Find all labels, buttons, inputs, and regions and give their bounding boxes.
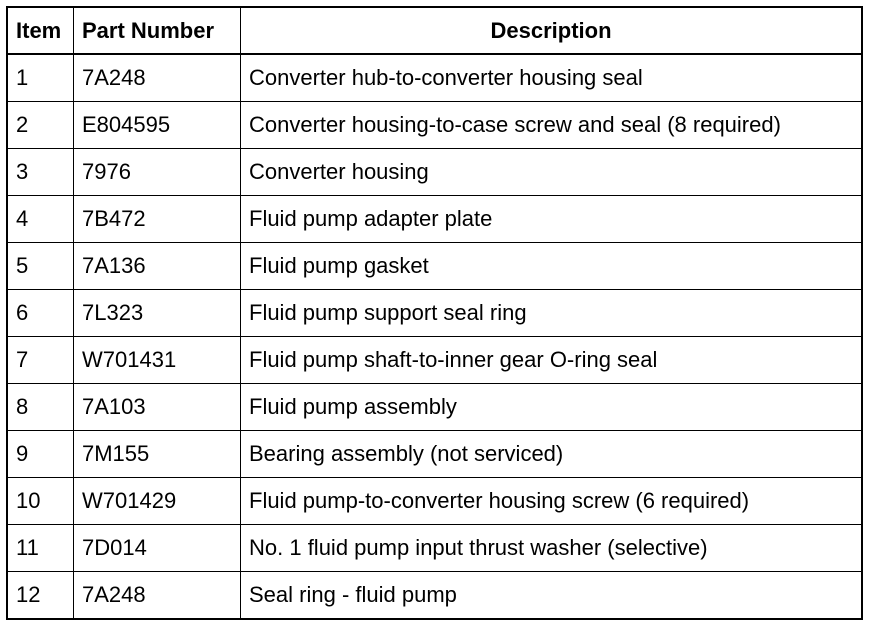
header-description: Description — [241, 7, 863, 54]
description-cell: Converter housing — [241, 149, 863, 196]
part-number-cell: 7A103 — [74, 384, 241, 431]
description-cell: Seal ring - fluid pump — [241, 572, 863, 620]
description-cell: Fluid pump assembly — [241, 384, 863, 431]
table-row — [7, 149, 862, 196]
table-row — [7, 572, 862, 620]
part-number-cell: 7A248 — [74, 572, 241, 620]
item-cell: 7 — [7, 337, 74, 384]
item-cell: 1 — [7, 54, 74, 102]
item-cell: 12 — [7, 572, 74, 620]
part-number-cell: 7A136 — [74, 243, 241, 290]
part-number-cell: 7A248 — [74, 54, 241, 102]
header-part-number: Part Number — [74, 7, 241, 54]
part-number-cell: 7L323 — [74, 290, 241, 337]
table-body — [7, 54, 862, 619]
description-cell: Fluid pump adapter plate — [241, 196, 863, 243]
description-cell: Converter hub-to-converter housing seal — [241, 54, 863, 102]
table-row — [7, 478, 862, 525]
table-header — [7, 7, 862, 54]
description-cell: Fluid pump shaft-to-inner gear O-ring seal — [241, 337, 863, 384]
part-number-cell: W701429 — [74, 478, 241, 525]
description-cell: Fluid pump gasket — [241, 243, 863, 290]
header-item: Item — [7, 7, 74, 54]
item-cell: 11 — [7, 525, 74, 572]
item-cell: 8 — [7, 384, 74, 431]
part-number-cell: 7D014 — [74, 525, 241, 572]
description-cell: Fluid pump support seal ring — [241, 290, 863, 337]
table-row — [7, 102, 862, 149]
item-cell: 2 — [7, 102, 74, 149]
parts-table — [6, 6, 863, 620]
table-row — [7, 54, 862, 102]
table-row — [7, 337, 862, 384]
item-cell: 4 — [7, 196, 74, 243]
table-row — [7, 431, 862, 478]
table-row — [7, 290, 862, 337]
table-row — [7, 196, 862, 243]
item-cell: 6 — [7, 290, 74, 337]
item-cell: 9 — [7, 431, 74, 478]
table-row — [7, 243, 862, 290]
part-number-cell: 7976 — [74, 149, 241, 196]
part-number-cell: E804595 — [74, 102, 241, 149]
header-row — [7, 7, 862, 54]
description-cell: No. 1 fluid pump input thrust washer (selective) — [241, 525, 863, 572]
table-row — [7, 384, 862, 431]
item-cell: 10 — [7, 478, 74, 525]
table-row — [7, 525, 862, 572]
description-cell: Converter housing-to-case screw and seal (8 required) — [241, 102, 863, 149]
item-cell: 3 — [7, 149, 74, 196]
part-number-cell: 7B472 — [74, 196, 241, 243]
part-number-cell: W701431 — [74, 337, 241, 384]
item-cell: 5 — [7, 243, 74, 290]
part-number-cell: 7M155 — [74, 431, 241, 478]
description-cell: Fluid pump-to-converter housing screw (6 required) — [241, 478, 863, 525]
description-cell: Bearing assembly (not serviced) — [241, 431, 863, 478]
